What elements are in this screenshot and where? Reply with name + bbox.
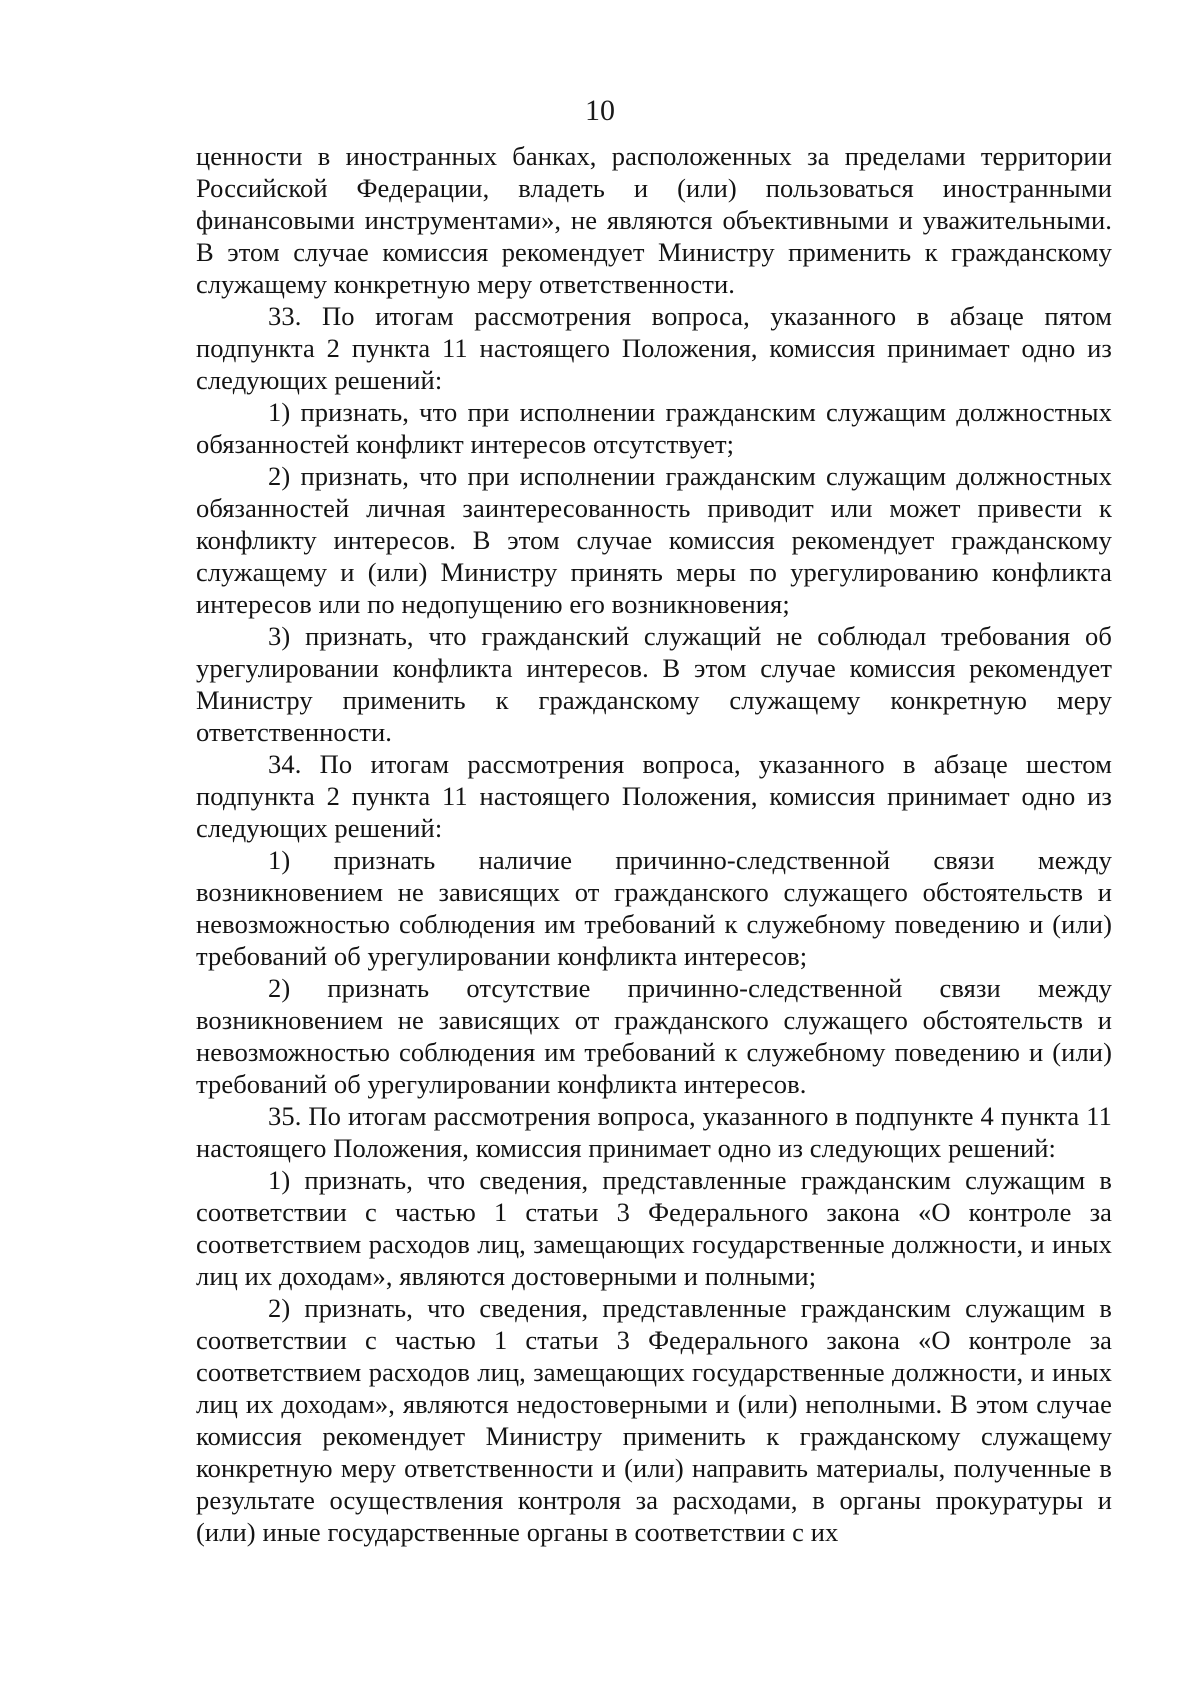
- paragraph-33-subitem-3: 3) признать, что гражданский служащий не соблюдал требования об урегулировании конфликта интересов. В этом случае комиссия рекомендует Министру применить к гражданскому служащему конкретную меру ответственности.: [196, 621, 1112, 747]
- page-number: 10: [585, 94, 615, 127]
- paragraph-continuation: ценности в иностранных банках, расположенных за пределами территории Российской Федерации, владеть и (или) пользоваться иностранными финансовыми инструментами», не являются объективными и уважительными. В этом случае комиссия рекомендует Министру применить к гражданскому служащему конкретную меру ответственности.: [196, 141, 1112, 299]
- paragraph-33-subitem-1: 1) признать, что при исполнении гражданским служащим должностных обязанностей конфликт интересов отсутствует;: [196, 397, 1112, 459]
- paragraph-34-subitem-2: 2) признать отсутствие причинно-следственной связи между возникновением не зависящих от гражданского служащего обстоятельств и невозможностью соблюдения им требований к служебному поведению и (или) требований об урегулировании конфликта интересов.: [196, 973, 1112, 1099]
- paragraph-item-35: 35. По итогам рассмотрения вопроса, указанного в подпункте 4 пункта 11 настоящего Положения, комиссия принимает одно из следующих решений:: [196, 1101, 1112, 1163]
- document-body: [196, 140, 1112, 1548]
- paragraph-35-subitem-2: 2) признать, что сведения, представленные гражданским служащим в соответствии с частью 1 статьи 3 Федерального закона «О контроле за соответствием расходов лиц, замещающих государственные должности, и иных лиц их доходам», являются недостоверными и (или) неполными. В этом случае комиссия рекомендует Министру применить к гражданскому служащему конкретную меру ответственности и (или) направить материалы, полученные в результате осуществления контроля за расходами, в органы прокуратуры и (или) иные государственные органы в соответствии с их: [196, 1293, 1112, 1547]
- paragraph-34-subitem-1: 1) признать наличие причинно-следственной связи между возникновением не зависящих от гражданского служащего обстоятельств и невозможностью соблюдения им требований к служебному поведению и (или) требований об урегулировании конфликта интересов;: [196, 845, 1112, 971]
- paragraph-item-33: 33. По итогам рассмотрения вопроса, указанного в абзаце пятом подпункта 2 пункта 11 настоящего Положения, комиссия принимает одно из следующих решений:: [196, 301, 1112, 395]
- paragraph-35-subitem-1: 1) признать, что сведения, представленные гражданским служащим в соответствии с частью 1 статьи 3 Федерального закона «О контроле за соответствием расходов лиц, замещающих государственные должности, и иных лиц их доходам», являются достоверными и полными;: [196, 1165, 1112, 1291]
- paragraph-33-subitem-2: 2) признать, что при исполнении гражданским служащим должностных обязанностей личная заинтересованность приводит или может привести к конфликту интересов. В этом случае комиссия рекомендует гражданскому служащему и (или) Министру принять меры по урегулированию конфликта интересов или по недопущению его возникновения;: [196, 461, 1112, 619]
- paragraph-item-34: 34. По итогам рассмотрения вопроса, указанного в абзаце шестом подпункта 2 пункта 11 настоящего Положения, комиссия принимает одно из следующих решений:: [196, 749, 1112, 843]
